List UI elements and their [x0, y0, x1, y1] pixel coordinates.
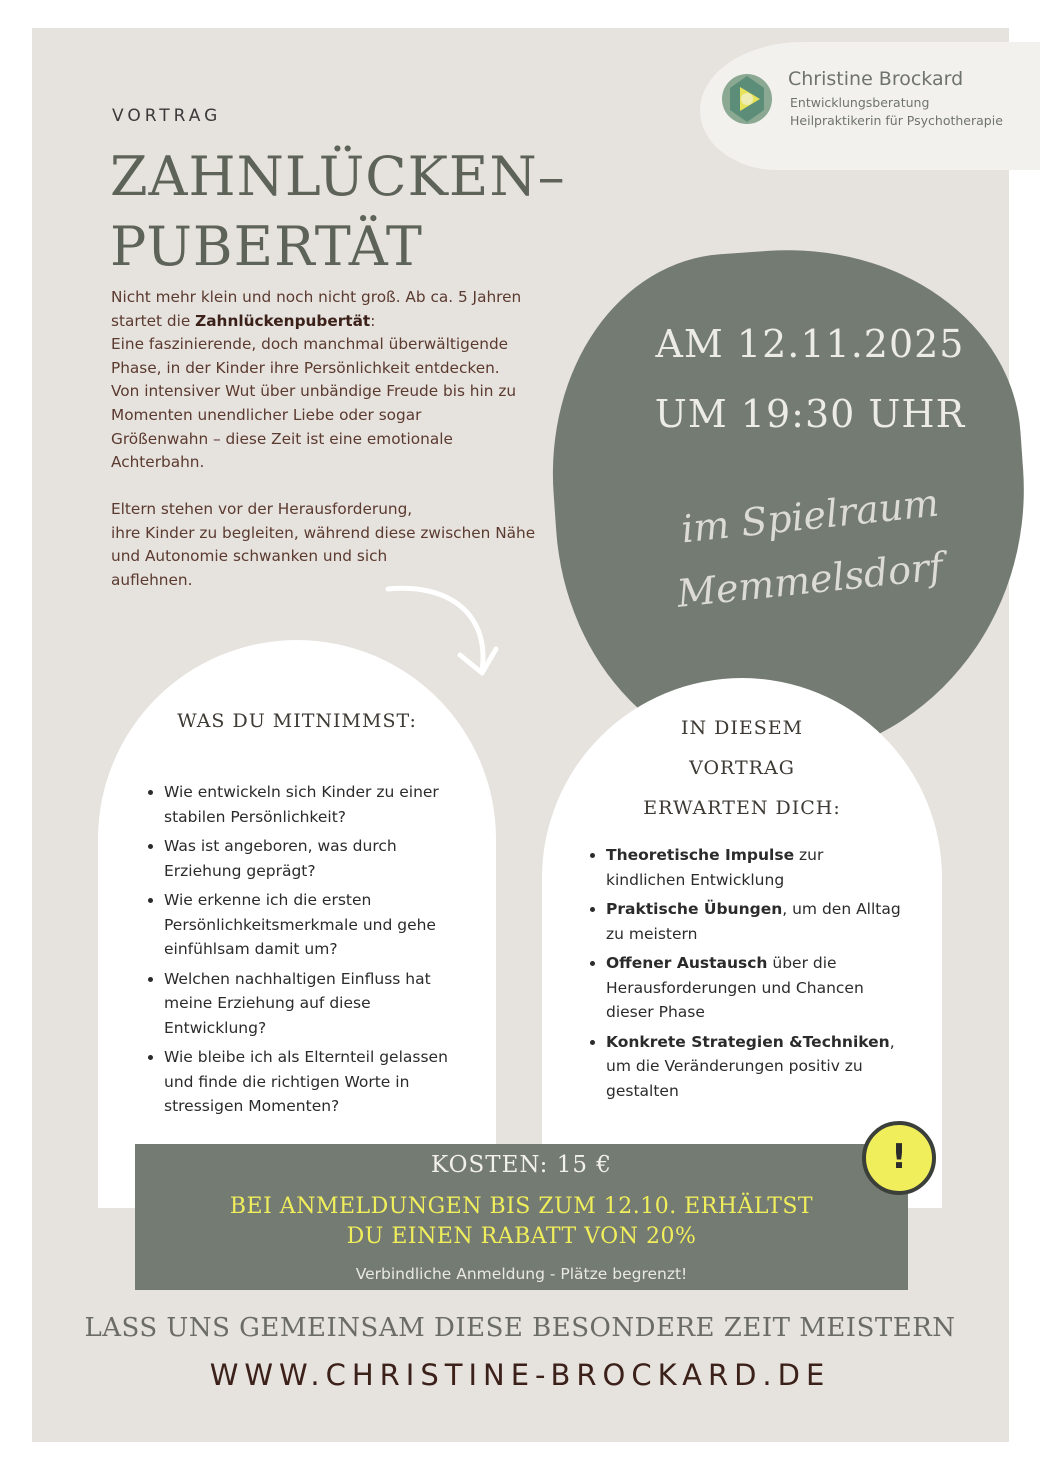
event-place-line-2: Memmelsdorf: [674, 544, 946, 616]
list-item: Konkrete Strategien &Techniken, um die Veränderungen positiv zu gestalten: [588, 1030, 918, 1104]
intro-line: Achterbahn.: [111, 453, 205, 472]
takeaways-list: [146, 780, 486, 1124]
cost-box: [135, 1144, 908, 1290]
title-line-1: ZAHNLÜCKEN–: [110, 145, 566, 208]
expectations-heading: IN DIESEM VORTRAG ERWARTEN DICH:: [643, 717, 841, 819]
website-link[interactable]: WWW.CHRISTINE-BROCKARD.DE: [209, 1358, 831, 1392]
list-item: Offener Austausch über die Herausforderungen und Chancen dieser Phase: [588, 951, 918, 1025]
intro-line: Größenwahn – diese Zeit ist eine emotionale: [111, 429, 453, 448]
list-item: Wie erkenne ich die ersten Persönlichkeitsmerkmale und gehe einfühlsam damit um?: [146, 888, 486, 962]
intro-paragraph-1: [111, 286, 571, 475]
kicker-label: VORTRAG: [112, 106, 222, 126]
intro-line: und Autonomie schwanken und sich: [111, 547, 388, 566]
cost-price: KOSTEN: 15 €: [431, 1152, 612, 1178]
warning-icon: !: [862, 1121, 936, 1195]
intro-line: Eltern stehen vor der Herausforderung,: [111, 500, 413, 518]
list-item: Theoretische Impulse zur kindlichen Entwicklung: [588, 843, 918, 892]
title-line-2: PUBERTÄT: [110, 215, 423, 278]
intro-line: Eine faszinierende, doch manchmal überwältigende: [111, 335, 509, 354]
takeaways-heading: WAS DU MITNIMMST:: [177, 710, 417, 732]
brand-name: Christine Brockard: [788, 68, 964, 90]
cost-discount: BEI ANMELDUNGEN BIS ZUM 12.10. ERHÄLTST DU EINEN RABATT VON 20%: [229, 1194, 814, 1249]
brand-subtitle-1: Entwicklungsberatung: [790, 95, 930, 110]
list-item: Welchen nachhaltigen Einfluss hat meine Erziehung auf diese Entwicklung?: [146, 967, 486, 1041]
event-time: UM 19:30 UHR: [654, 392, 966, 436]
intro-line: Nicht mehr klein und noch nicht groß. Ab ca. 5 Jahren: [111, 288, 522, 306]
footer-tagline: LASS UNS GEMEINSAM DIESE BESONDERE ZEIT MEISTERN: [84, 1313, 956, 1343]
list-item: Wie bleibe ich als Elternteil gelassen und finde die richtigen Worte in stressigen Momenten?: [146, 1045, 486, 1119]
intro-line: Von intensiver Wut über unbändige Freude bis hin zu: [111, 382, 517, 401]
expectations-list: [588, 843, 918, 1108]
list-item: Praktische Übungen, um den Alltag zu meistern: [588, 897, 918, 946]
list-item: Wie entwickeln sich Kinder zu einer stabilen Persönlichkeit?: [146, 780, 486, 829]
event-date: AM 12.11.2025: [655, 322, 965, 366]
intro-line: Momenten unendlicher Liebe oder sogar: [111, 405, 422, 424]
brand-subtitle-2: Heilpraktikerin für Psychotherapie: [790, 113, 1003, 128]
event-place-line-1: im Spielraum: [679, 480, 941, 552]
intro-line: ihre Kinder zu begleiten, während diese zwischen Nähe: [111, 523, 536, 542]
brand-logo-icon: [720, 72, 774, 126]
intro-line: auflehnen.: [111, 570, 193, 589]
intro-line: Phase, in der Kinder ihre Persönlichkeit entdecken.: [111, 358, 500, 377]
list-item: Was ist angeboren, was durch Erziehung geprägt?: [146, 834, 486, 883]
intro-line: startet die Zahnlückenpubertät:: [111, 311, 376, 330]
cost-note: Verbindliche Anmeldung - Plätze begrenzt!: [355, 1265, 688, 1283]
